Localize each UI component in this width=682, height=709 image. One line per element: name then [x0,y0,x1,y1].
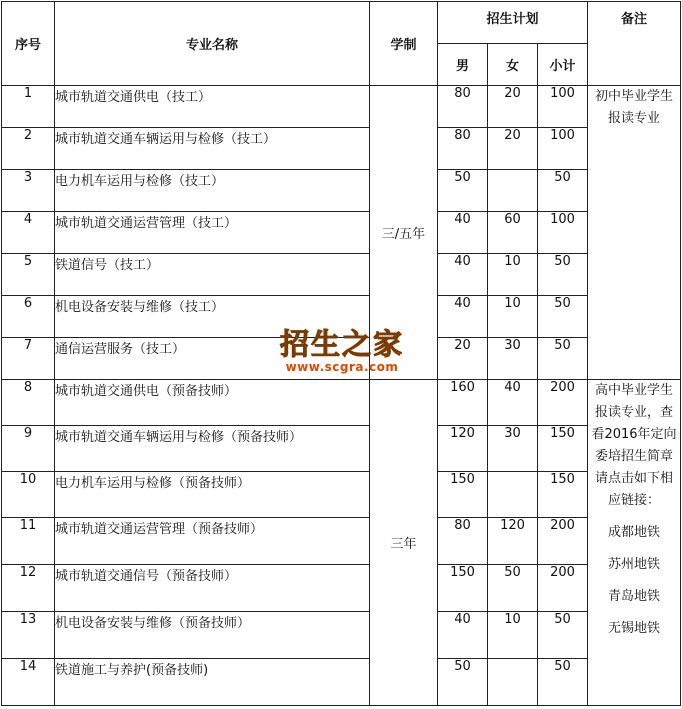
row-program-name: 城市轨道交通车辆运用与检修（预备技师） [55,426,370,472]
row-program-name: 铁道信号（技工） [55,254,370,296]
row-male: 40 [438,212,488,254]
metro-link[interactable]: 无锡地铁 [607,621,660,636]
row-seq: 11 [2,518,55,565]
row-subtotal: 200 [538,518,588,565]
row-seq: 14 [2,659,55,706]
table-row [2,659,681,706]
table-row [2,612,681,659]
enrollment-plan-table [1,1,681,706]
table-row [2,86,681,128]
row-female: 20 [488,86,538,128]
row-seq: 5 [2,254,55,296]
row-subtotal: 50 [538,659,588,706]
note-line: 初中毕业学生 [594,89,673,104]
table-row [2,472,681,518]
table-row [2,565,681,612]
row-male: 80 [438,518,488,565]
row-seq: 10 [2,472,55,518]
row-female: 50 [488,565,538,612]
note-group-1 [588,86,681,380]
row-program-name: 机电设备安装与维修（技工） [55,296,370,338]
table-row [2,128,681,170]
row-seq: 12 [2,565,55,612]
duration-group-1: 三/五年 [370,86,438,380]
row-program-name: 电力机车运用与检修（技工） [55,170,370,212]
note-line: 看2016年定向 [591,427,677,442]
row-program-name: 机电设备安装与维修（预备技师） [55,612,370,659]
note-line: 高中毕业学生 [594,383,673,398]
table-row [2,254,681,296]
table-row [2,296,681,338]
row-subtotal: 50 [538,170,588,212]
row-male: 80 [438,86,488,128]
row-seq: 7 [2,338,55,380]
row-male: 150 [438,565,488,612]
row-program-name: 电力机车运用与检修（预备技师） [55,472,370,518]
row-seq: 8 [2,380,55,426]
header-plan: 招生计划 [438,2,588,44]
note-line: 委培招生简章 [594,449,673,464]
row-female: 30 [488,338,538,380]
row-subtotal: 100 [538,86,588,128]
table-row [2,380,681,426]
row-subtotal: 100 [538,128,588,170]
row-seq: 1 [2,86,55,128]
row-subtotal: 50 [538,254,588,296]
row-program-name: 城市轨道交通车辆运用与检修（技工） [55,128,370,170]
note-line: 报读专业 [607,111,660,126]
row-male: 150 [438,472,488,518]
row-female: 10 [488,254,538,296]
table-row [2,426,681,472]
row-subtotal: 50 [538,338,588,380]
metro-link[interactable]: 苏州地铁 [607,557,660,572]
row-male: 50 [438,659,488,706]
row-subtotal: 50 [538,612,588,659]
row-seq: 13 [2,612,55,659]
row-subtotal: 150 [538,472,588,518]
row-program-name: 城市轨道交通运营管理（技工） [55,212,370,254]
row-female: 60 [488,212,538,254]
row-male: 120 [438,426,488,472]
row-male: 160 [438,380,488,426]
row-subtotal: 100 [538,212,588,254]
duration-group-2: 三年 [370,380,438,706]
header-note: 备注 [588,2,681,86]
row-subtotal: 150 [538,426,588,472]
table-row [2,212,681,254]
row-subtotal: 200 [538,380,588,426]
note-group-2 [588,380,681,706]
row-male: 40 [438,254,488,296]
row-seq: 4 [2,212,55,254]
row-seq: 3 [2,170,55,212]
header-name: 专业名称 [55,2,370,86]
row-program-name: 城市轨道交通供电（技工） [55,86,370,128]
header-duration: 学制 [370,2,438,86]
row-female: 10 [488,612,538,659]
row-program-name: 城市轨道交通信号（预备技师） [55,565,370,612]
row-female [488,170,538,212]
row-female: 40 [488,380,538,426]
row-subtotal: 50 [538,296,588,338]
row-male: 20 [438,338,488,380]
row-seq: 6 [2,296,55,338]
watermark-url: www.scgra.com [285,360,399,374]
row-seq: 9 [2,426,55,472]
row-male: 40 [438,612,488,659]
row-program-name: 铁道施工与养护(预备技师) [55,659,370,706]
row-female: 120 [488,518,538,565]
header-male: 男 [438,44,488,86]
note-line: 报读专业，查 [594,405,673,420]
row-female [488,659,538,706]
header-seq: 序号 [2,2,55,86]
row-female [488,472,538,518]
row-program-name: 通信运营服务（技工） [55,338,370,380]
table-row [2,170,681,212]
row-program-name: 城市轨道交通供电（预备技师） [55,380,370,426]
row-subtotal: 200 [538,565,588,612]
row-seq: 2 [2,128,55,170]
row-female: 20 [488,128,538,170]
row-male: 80 [438,128,488,170]
metro-link[interactable]: 青岛地铁 [607,589,660,604]
metro-link[interactable]: 成都地铁 [607,525,660,540]
watermark-title: 招生之家 [279,327,404,361]
table-row [2,518,681,565]
table-row [2,338,681,380]
note-line: 应链接： [607,493,660,508]
header-subtotal: 小计 [538,44,588,86]
row-female: 10 [488,296,538,338]
row-male: 40 [438,296,488,338]
note-line: 请点击如下相 [594,471,673,486]
row-program-name: 城市轨道交通运营管理（预备技师） [55,518,370,565]
header-female: 女 [488,44,538,86]
row-male: 50 [438,170,488,212]
row-female: 30 [488,426,538,472]
